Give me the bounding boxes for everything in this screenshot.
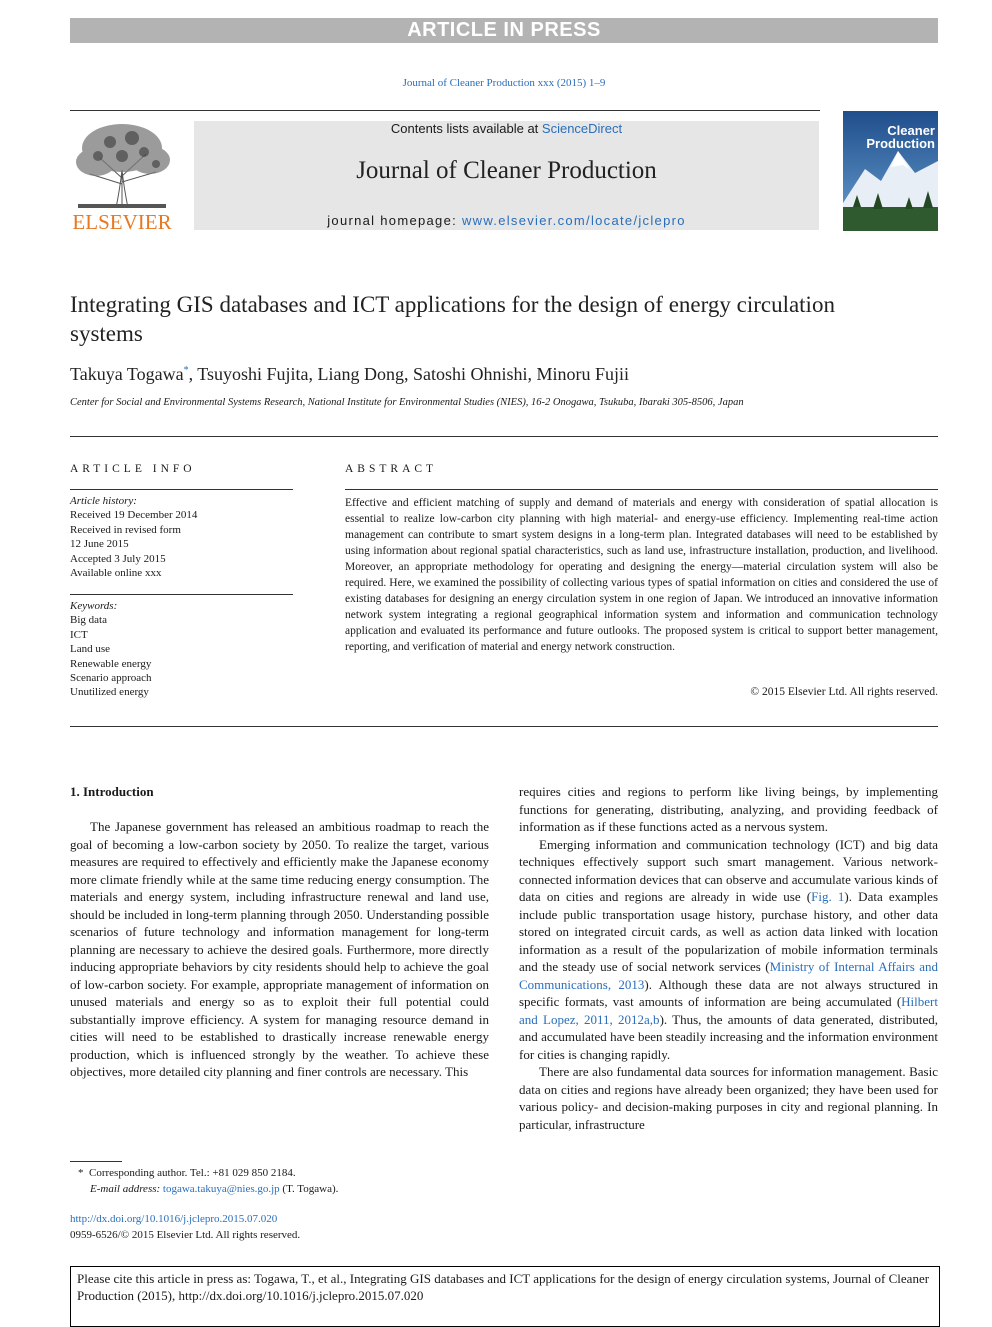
abstract-text: Effective and efficient matching of supply and demand of materials and energy with consideration of spatial allocation is essential to realize low-carbon city planning with high material- and energy-use efficiency. Implementing real-time action management can contribute to smart system designs in a long-term plan. Integrated databases will need to be established by using information about regional spatial characteristics, such as land use, infrastructure installation, production, and livelihood. Moreover, an appropriate methodology for operating and designing the energy—material circulation system will also be required. Here, we examined the possibility of collecting various types of spatial information on cities and considered the use of existing databases for designing an energy circulation system in one region of Japan. We introduced an innovative information network system integrating a regional geographical information system and information and communication technology application and evaluated its performance and future outlooks. The proposed system is critical to support better management, reporting, and verification of material and energy network construction. (345, 497, 938, 653)
abstract-heading: ABSTRACT (345, 463, 438, 475)
cover-title-production: Production (866, 136, 935, 151)
intro-paragraph: requires cities and regions to perform like living beings, by implementing functions for generating, distributing, analyzing, and providing feedback of information as if these functions acted as a nervous system. (519, 784, 938, 834)
abstract-rule (345, 489, 938, 490)
article-title: Integrating GIS databases and ICT applications for the design of energy circulation systems (70, 292, 835, 346)
history-item: Available online xxx (70, 567, 162, 580)
corresponding-author-footnote (70, 1165, 490, 1197)
journal-name: Journal of Cleaner Production (356, 157, 657, 184)
keyword: Big data (70, 614, 107, 627)
other-authors: , Tsuyoshi Fujita, Liang Dong, Satoshi Ohnishi, Minoru Fujii (188, 364, 630, 384)
contents-availability (194, 121, 819, 136)
intro-paragraph: There are also fundamental data sources for information management. Basic data on cities and regions have already been organized; they have been used for various policy- and decision-making purposes in city and regional planning. In particular, infrastructure (519, 1064, 938, 1132)
corresponding-author-mark[interactable]: * (183, 365, 189, 376)
history-item: Received 19 December 2014 (70, 509, 198, 522)
doi-block (70, 1211, 490, 1243)
cover-title-cleaner: Cleaner (887, 123, 935, 138)
citation-link[interactable]: Hilbert and Lopez, 2011, 2012a,b (519, 994, 938, 1027)
intro-paragraph (519, 836, 938, 1064)
elsevier-wordmark: ELSEVIER (72, 210, 172, 232)
elsevier-tree-logo (70, 118, 174, 232)
paragraph-text: Emerging information and communication technology (ICT) and big data techniques effectively support such smart management. Various network-connected information devices that can observe and accumulate various kinds of data on cities and regions are already in wide use ( (519, 836, 938, 904)
journal-citation-link[interactable]: Journal of Cleaner Production xxx (2015) 1–9 (402, 77, 606, 89)
body-column-right (519, 783, 938, 1133)
homepage-link[interactable]: www.elsevier.com/locate/jclepro (461, 213, 686, 228)
keywords (70, 599, 293, 700)
journal-homepage (194, 213, 819, 228)
keyword: Scenario approach (70, 672, 152, 685)
homepage-prefix: journal homepage: (327, 213, 462, 228)
author-list (70, 364, 870, 385)
email-label: E-mail address: (90, 1183, 163, 1195)
corresponding-author-contact: Corresponding author. Tel.: +81 029 850 2184. (89, 1167, 296, 1179)
doi-link[interactable]: http://dx.doi.org/10.1016/j.jclepro.2015.07.020 (70, 1213, 278, 1225)
keywords-label: Keywords: (70, 600, 118, 612)
issn-line: 0959-6526/© 2015 Elsevier Ltd. All rights reserved. (70, 1229, 301, 1241)
history-label: Article history: (70, 495, 137, 507)
citation-link[interactable]: Ministry of Internal Affairs and Communications, 2013 (519, 959, 938, 992)
email-suffix: (T. Togawa). (279, 1183, 339, 1195)
history-item: Received in revised form (70, 523, 181, 536)
history-item: Accepted 3 July 2015 (70, 552, 166, 565)
info-rule (70, 594, 293, 595)
paragraph-text: ). Thus, the amounts of data generated, distributed, and accumulated have been steadily increasing and the information environment for cities is changing rapidly. (519, 1011, 938, 1062)
article-info-heading: ARTICLE INFO (70, 463, 196, 475)
affiliation: Center for Social and Environmental Systems Research, National Institute for Environmental Studies (NIES), 16-2 Onogawa, Tsukuba, Ibaraki 305-8506, Japan (70, 397, 744, 408)
body-column-left (70, 818, 489, 1081)
journal-cover-image (843, 111, 938, 231)
keyword: Land use (70, 643, 111, 656)
paragraph-text: ). Although these data are not always structured in specific formats, vast amounts of information are being accumulated ( (519, 976, 938, 1009)
keyword: Renewable energy (70, 657, 152, 670)
abstract-bottom-rule (70, 726, 938, 727)
first-author[interactable]: Takuya Togawa (70, 364, 184, 384)
history-item: 12 June 2015 (70, 538, 129, 551)
keyword: Unutilized energy (70, 686, 149, 699)
intro-paragraph: The Japanese government has released an ambitious roadmap to reach the goal of becoming a low-carbon society by 2050. To realize the target, various measures are required to effectively and efficiently make the Japanese economy more climate friendly while at the same time reducing energy consumption. The materials and energy system, including infrastructure renewal and land use, should be included in long-term planning through 2050. Understanding possible scenarios of future technology and information management for long-term planning are necessary to achieve the desired goals. Furthermore, more directly inducing appropriate behaviors by city residents should help to achieve the goal of low-carbon society. For example, appropriate management of information on unused materials and energy so as to exploit their full potential could substantially improve efficiency. A system for managing resource demand in cities will need to be established to drastically increase renewable energy production, which is influenced strongly by the weather. To achieve these objectives, more detailed city planning and finer controls are necessary. This (70, 819, 489, 1079)
article-history (70, 494, 293, 580)
abstract-copyright: © 2015 Elsevier Ltd. All rights reserved. (750, 686, 938, 698)
footnote-rule (70, 1161, 122, 1162)
keyword: ICT (70, 628, 88, 641)
cite-this-article-box: Please cite this article in press as: Togawa, T., et al., Integrating GIS databases and ICT applications for the design of energy circulation systems, Journal of Cleaner Production (2015), http://dx.doi.org/10.1016/j.jclepro.2015.07.020 (70, 1266, 940, 1327)
header-rule (70, 110, 820, 111)
info-rule (70, 489, 293, 490)
sciencedirect-link[interactable]: ScienceDirect (541, 121, 623, 136)
contents-prefix: Contents lists available at (390, 121, 542, 136)
title-rule (70, 436, 938, 437)
paragraph-text: ). Data examples include public transportation usage history, purchase history, and other data stored on integrated circuit cards, as well as action data linked with location information as a result of the popularization of mobile information terminals and the steady use of social network services ( (519, 889, 939, 974)
journal-header (194, 121, 819, 230)
figure-reference-link[interactable]: Fig. 1 (811, 889, 845, 904)
email-link[interactable]: togawa.takuya@nies.go.jp (162, 1183, 280, 1195)
introduction-heading: 1. Introduction (70, 784, 154, 799)
footnote-mark: * (78, 1167, 84, 1179)
article-in-press-banner: ARTICLE IN PRESS (70, 18, 938, 43)
